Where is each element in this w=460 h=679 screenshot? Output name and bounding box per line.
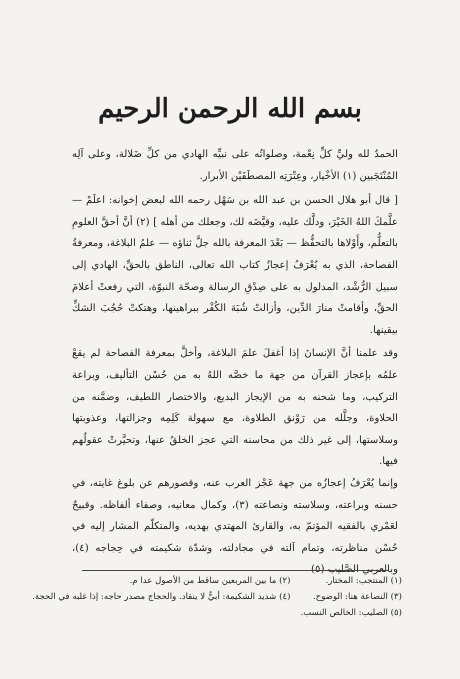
footnote-3: (٣) النصاعة هنا: الوضوح. xyxy=(312,592,402,602)
paragraph-eloquence: وقد علمنا أنَّ الإنسانَ إذا أغفلَ علمَ البلاغة، وأخلَّ بمعرفة الفصاحة لم يقعْ علمُه بإعجاز القرآن من جهة ما خصَّه اللهُ به من حُسْن التأليف، وبراعة التركيب، وما شحنه به من الإيجاز البديع، والاختصار اللطيف، وضمَّنه من الحلاوة، وجلَّله من رَوْنق الطلاوة، مع سهولة كَلِمِه وجزالتها، وعذوبتها وسلاستها، إلى غير ذلك من محاسنه التي عجز الخلقُ عنها، وتحيَّرتْ عقولُهم فيها. xyxy=(72,348,398,468)
footnote-separator xyxy=(82,570,388,571)
footnote-4: (٤) شديد الشكيمة: أبيٌّ لا ينقاد. والحجاج مصدر حاجه: إذا غلبه في الحجة. xyxy=(32,592,291,602)
basmala-heading: بسم الله الرحمن الرحيم xyxy=(98,94,362,124)
body-text xyxy=(72,144,398,581)
footnotes xyxy=(32,574,402,620)
footnote-5: (٥) الصليب: الخالص النسب. xyxy=(300,608,402,618)
paragraph-author-statement: [ قال أبو هلال الحسن بن عبد الله بن سَهْل رحمه الله لبعض إخوانه: اعلَمْ — علَّمكَ اللهُ الخَيْرَ، ودلَّك عليه، وقيَّضَه لك، وجعلك من أهله ] (٢) أنَّ أحقَّ العلومِ بالتعلُّم، وأَوْلاها بالتحفُّظ — بَعْدَ المعرفة بالله جلَّ ثناؤه — علمُ البلاغة، ومعرفةُ الفصاحة، الذي به يُعْرَفُ إعجازُ كتاب الله تعالى، الناطق بالحقِّ، الهادي إلى سبيل الرُّشْد، المدلول به على صِدْقِ الرسالة وصحّة النبوّة، التي رفعتْ أعلامَ الحقِّ، وأقامتْ منارَ الدِّين، وأزالتْ شُبَهَ الكُفْر ببراهينها، وهتكتْ حُجُبَ الشكِّ بيقينها. xyxy=(72,195,398,336)
paragraph-opening: الحمدُ لله وليِّ كلِّ نِعْمة، وصلواتُه على نبيِّه الهادي من كلِّ ضَلالة، وعلى آلِه المُنْتَجَبين (١) الأخْيار، وعِتْرَتِه المصطَفَيْن الأبرار. xyxy=(72,149,398,182)
paragraph-inimitability: وإنما يُعْرَفُ إعجازُه من جهة عَجْز العرب عنه، وقصورهم عن بلوغ غايته، في حسنه وبراعته، وسلاسته ونصاعته (٣)، وكمال معانيه، وصفاء ألفاظه. وقبيحٌ لعَمْري بالفقيه المؤتمّ به، والقارئ المهتدي بهديه، والمتكلّم المشار إليه في حُسْن مناظرته، وتمام آلته في مجادلته، وشدّة شكيمته في حِجاجه (٤)، وبالعربي الصَّليب (٥) xyxy=(72,477,399,576)
footnote-2: (٢) ما بين المربعين ساقط من الأصول عدا م. xyxy=(129,576,291,586)
footnote-1: (١) المنتجب: المختار. xyxy=(325,576,402,586)
